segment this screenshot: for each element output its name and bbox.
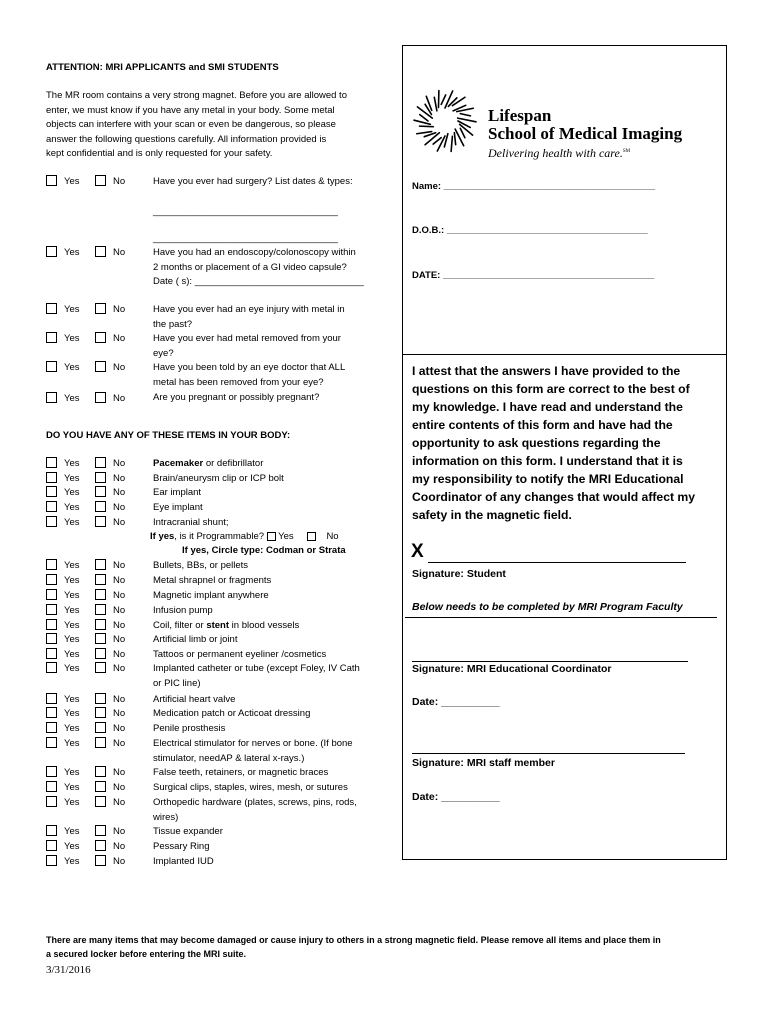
- intro-line: enter, we must know if you have any metal in your body. Some metal: [46, 104, 335, 116]
- yes-no-row: [46, 781, 135, 795]
- yes-no-row: [46, 574, 135, 588]
- student-signature-line[interactable]: [428, 562, 686, 563]
- item-electrical-stimulator: [153, 737, 353, 766]
- yes-checkbox[interactable]: [46, 175, 57, 186]
- yes-checkbox[interactable]: [46, 662, 57, 673]
- yes-label: Yes: [64, 560, 80, 571]
- yes-no-row: [46, 457, 135, 471]
- staff-signature-line[interactable]: [412, 753, 685, 754]
- yes-checkbox[interactable]: [46, 501, 57, 512]
- no-checkbox[interactable]: [95, 361, 106, 372]
- yes-no-row: [46, 332, 135, 346]
- no-checkbox[interactable]: [95, 693, 106, 704]
- surgery-blank-1[interactable]: ___________________________________: [153, 206, 338, 217]
- surgery-blank-2[interactable]: ___________________________________: [153, 233, 338, 244]
- attest-line: my responsibility to notify the MRI Educational: [412, 472, 684, 486]
- no-checkbox[interactable]: [95, 486, 106, 497]
- yes-no-row: [46, 855, 135, 869]
- no-label: No: [113, 393, 126, 404]
- no-checkbox[interactable]: [95, 589, 106, 600]
- question-text: Have you had an endoscopy/colonoscopy within: [153, 247, 356, 258]
- yes-checkbox[interactable]: [46, 457, 57, 468]
- no-label: No: [113, 663, 126, 674]
- item-ear-implant: Ear implant: [153, 487, 202, 498]
- item-shrapnel: Metal shrapnel or fragments: [153, 575, 272, 586]
- yes-label: Yes: [64, 620, 80, 631]
- yes-label: Yes: [64, 782, 80, 793]
- form-date: 3/31/2016: [46, 964, 91, 976]
- no-label: No: [113, 575, 126, 586]
- item-surgical-clips: Surgical clips, staples, wires, mesh, or sutures: [153, 782, 348, 793]
- no-checkbox[interactable]: [95, 825, 106, 836]
- item-coil-filter: [153, 619, 299, 634]
- yes-no-row: [46, 648, 135, 662]
- yes-label: Yes: [64, 663, 80, 674]
- no-label: No: [113, 473, 126, 484]
- yes-no-row: [46, 722, 135, 736]
- question-text: Are you pregnant or possibly pregnant?: [153, 392, 320, 403]
- yes-label: Yes: [64, 362, 80, 373]
- coordinator-signature-label: Signature: MRI Educational Coordinator: [412, 663, 612, 675]
- logo-lifespan: Lifespan: [488, 106, 552, 125]
- no-checkbox[interactable]: [95, 175, 106, 186]
- yes-no-row: [46, 840, 135, 854]
- yes-label: Yes: [64, 393, 80, 404]
- question-eye-doctor: [153, 361, 345, 390]
- no-checkbox[interactable]: [95, 766, 106, 777]
- yes-no-row: [46, 589, 135, 603]
- yes-checkbox[interactable]: [46, 361, 57, 372]
- item-intracranial-shunt: Intracranial shunt;: [153, 517, 229, 528]
- coordinator-signature-line[interactable]: [412, 661, 688, 662]
- no-checkbox[interactable]: [95, 392, 106, 403]
- item-implanted-iud: Implanted IUD: [153, 856, 214, 867]
- yes-label: Yes: [64, 708, 80, 719]
- no-label: No: [113, 487, 126, 498]
- no-label: No: [113, 649, 126, 660]
- no-checkbox[interactable]: [95, 619, 106, 630]
- yes-checkbox[interactable]: [46, 707, 57, 718]
- yes-no-row: [46, 693, 135, 707]
- no-label: No: [113, 333, 126, 344]
- item-infusion-pump: Infusion pump: [153, 605, 213, 616]
- no-label: No: [113, 605, 126, 616]
- warning-line: There are many items that may become damaged or cause injury to others in a strong magnetic field. Please remove all items and place them in: [46, 935, 661, 945]
- yes-no-row: [46, 246, 135, 260]
- lifespan-sun-logo: [412, 88, 478, 154]
- yes-label: Yes: [64, 502, 80, 513]
- no-checkbox[interactable]: [95, 840, 106, 851]
- yes-checkbox[interactable]: [46, 516, 57, 527]
- item-orthopedic-hardware: [153, 796, 357, 825]
- yes-no-row: [46, 501, 135, 515]
- no-checkbox[interactable]: [95, 855, 106, 866]
- yes-checkbox[interactable]: [46, 574, 57, 585]
- yes-label: Yes: [64, 738, 80, 749]
- logo-school-name: School of Medical Imaging: [488, 124, 683, 143]
- yes-label: Yes: [64, 841, 80, 852]
- tagline-text: Delivering health with care.: [488, 146, 623, 160]
- question-endoscopy: [153, 246, 364, 290]
- attest-line: Coordinator of any changes that would affect my: [412, 490, 696, 504]
- item-text-bold: stent: [206, 620, 230, 631]
- yes-checkbox[interactable]: [46, 781, 57, 792]
- yes-label: Yes: [64, 605, 80, 616]
- yes-label: Yes: [64, 767, 80, 778]
- no-label: No: [113, 767, 126, 778]
- yes-no-row: [46, 619, 135, 633]
- no-checkbox[interactable]: [95, 737, 106, 748]
- no-checkbox[interactable]: [95, 332, 106, 343]
- yes-label: Yes: [64, 176, 80, 187]
- question-surgery: [153, 175, 353, 190]
- yes-checkbox[interactable]: [46, 796, 57, 807]
- item-penile-prosthesis: Penile prosthesis: [153, 723, 226, 734]
- item-text: Coil, filter or: [153, 620, 207, 631]
- if-yes: If yes: [150, 531, 175, 542]
- no-label: No: [113, 590, 126, 601]
- yes-no-row: [46, 361, 135, 375]
- yes-no-row: [46, 662, 135, 676]
- yes-no-row: [46, 472, 135, 486]
- programmable-no-checkbox[interactable]: [307, 532, 316, 541]
- attest-line: my knowledge. I have read and understand the: [412, 400, 683, 414]
- no-label: No: [113, 826, 126, 837]
- yes-no-row: [46, 796, 135, 810]
- item-pacemaker: [153, 457, 263, 472]
- question-text: metal has been removed from your eye?: [153, 376, 324, 388]
- yes-checkbox[interactable]: [46, 619, 57, 630]
- no-checkbox[interactable]: [95, 781, 106, 792]
- no-label: No: [113, 620, 126, 631]
- yes-no-row: [46, 766, 135, 780]
- no-label: No: [113, 723, 126, 734]
- programmable-yes-checkbox[interactable]: [267, 532, 276, 541]
- no-checkbox[interactable]: [95, 516, 106, 527]
- yes-checkbox[interactable]: [46, 693, 57, 704]
- yes-label: Yes: [64, 634, 80, 645]
- yes-no-row: [46, 633, 135, 647]
- no-label: No: [113, 560, 126, 571]
- intro-line: kept confidential and is only requested for your safety.: [46, 148, 273, 159]
- yes-label: Yes: [64, 694, 80, 705]
- item-tattoos: Tattoos or permanent eyeliner /cosmetics: [153, 649, 327, 660]
- item-heart-valve: Artificial heart valve: [153, 694, 236, 705]
- item-catheter: [153, 662, 360, 691]
- question-text: Have you ever had an eye injury with metal in: [153, 304, 345, 315]
- yes-checkbox[interactable]: [46, 840, 57, 851]
- yes-checkbox[interactable]: [46, 633, 57, 644]
- yes-no-row: [46, 516, 135, 530]
- item-artificial-limb: Artificial limb or joint: [153, 634, 238, 645]
- yes-no-row: [46, 486, 135, 500]
- dob-field[interactable]: D.O.B.: ______________________________________: [412, 225, 648, 236]
- circle-type-label: If yes, Circle type: [182, 545, 261, 556]
- no-label: No: [113, 304, 126, 315]
- no-label: No: [113, 634, 126, 645]
- intro-line: The MR room contains a very strong magnet. Before you are allowed to: [46, 90, 347, 101]
- question-eye-injury: [153, 303, 345, 332]
- yes-checkbox[interactable]: [46, 825, 57, 836]
- yes-label: Yes: [64, 826, 80, 837]
- question-text: Date ( s): ________________________________: [153, 276, 364, 287]
- service-mark: SM: [622, 149, 631, 154]
- panel-divider: [402, 354, 727, 355]
- items-heading: DO YOU HAVE ANY OF THESE ITEMS IN YOUR BODY:: [46, 430, 291, 441]
- intro-line: objects can interfere with your scan or even be dangerous, so please: [46, 119, 336, 130]
- intro-line: answer the following questions carefully. All information provided is: [46, 133, 327, 145]
- yes-label: Yes: [64, 723, 80, 734]
- attest-line: opportunity to ask questions regarding the: [412, 436, 661, 450]
- yes-label: Yes: [64, 797, 80, 808]
- attest-line: information on this form. I understand that it is: [412, 454, 683, 468]
- yes-checkbox[interactable]: [46, 737, 57, 748]
- yes-checkbox[interactable]: [46, 855, 57, 866]
- question-text: Have you ever had surgery? List dates & types:: [153, 176, 353, 187]
- yes-checkbox[interactable]: [46, 303, 57, 314]
- no-checkbox[interactable]: [95, 574, 106, 585]
- yes-checkbox[interactable]: [46, 766, 57, 777]
- faculty-divider: [405, 617, 717, 618]
- form-title: ATTENTION: MRI APPLICANTS and SMI STUDENTS: [46, 62, 279, 73]
- no-checkbox[interactable]: [95, 559, 106, 570]
- yes-label: Yes: [64, 517, 80, 528]
- yes-no-row: [46, 825, 135, 839]
- no-checkbox[interactable]: [95, 501, 106, 512]
- no-label: No: [113, 797, 126, 808]
- staff-date-field[interactable]: Date: __________: [412, 791, 500, 803]
- item-text: or PIC line): [153, 677, 201, 689]
- shunt-circle-type: [182, 544, 346, 559]
- item-text: Orthopedic hardware (plates, screws, pins, rods,: [153, 797, 357, 808]
- question-text: Have you ever had metal removed from your: [153, 333, 341, 344]
- no-label: No: [113, 176, 126, 187]
- attest-line: I attest that the answers I have provided to the: [412, 364, 681, 378]
- yes-no-row: [46, 303, 135, 317]
- yes-checkbox[interactable]: [46, 722, 57, 733]
- no-checkbox[interactable]: [95, 472, 106, 483]
- yes-label: Yes: [64, 575, 80, 586]
- item-text: in blood vessels: [229, 620, 300, 631]
- question-metal-removed: [153, 332, 341, 361]
- yes-label: Yes: [64, 473, 80, 484]
- item-text: stimulator, needAP & lateral x-rays.): [153, 752, 305, 764]
- yes-checkbox[interactable]: [46, 604, 57, 615]
- no-checkbox[interactable]: [95, 796, 106, 807]
- yes-label: Yes: [64, 590, 80, 601]
- yes-label: Yes: [64, 333, 80, 344]
- yes-label: Yes: [64, 304, 80, 315]
- no-label: No: [113, 502, 126, 513]
- footer-warning: [46, 933, 661, 961]
- yes-checkbox[interactable]: [46, 392, 57, 403]
- no-checkbox[interactable]: [95, 707, 106, 718]
- yes-label: Yes: [64, 487, 80, 498]
- item-text: or defibrillator: [203, 458, 264, 469]
- yes-label: Yes: [64, 856, 80, 867]
- logo-tagline: [488, 146, 630, 161]
- student-signature-label: Signature: Student: [412, 568, 506, 580]
- circle-type-options: : Codman or Strata: [260, 545, 346, 556]
- item-text: wires): [153, 811, 179, 823]
- no-checkbox[interactable]: [95, 722, 106, 733]
- yes-checkbox[interactable]: [46, 486, 57, 497]
- warning-line: a secured locker before entering the MRI suite.: [46, 949, 247, 959]
- coordinator-date-field[interactable]: Date: __________: [412, 696, 500, 708]
- shunt-programmable: [150, 530, 339, 545]
- yes-label: Yes: [64, 649, 80, 660]
- yes-checkbox[interactable]: [46, 559, 57, 570]
- no-label: No: [113, 517, 126, 528]
- yes-checkbox[interactable]: [46, 648, 57, 659]
- programmable-text: , is it Programmable?: [174, 531, 267, 542]
- signature-x: X: [411, 541, 424, 562]
- no-label: No: [113, 458, 126, 469]
- no-label: No: [113, 738, 126, 749]
- item-text-bold: Pacemaker: [153, 458, 204, 469]
- no-checkbox[interactable]: [95, 604, 106, 615]
- question-text: Have you been told by an eye doctor that ALL: [153, 362, 346, 373]
- no-checkbox[interactable]: [95, 303, 106, 314]
- attest-line: questions on this form are correct to the best of: [412, 382, 690, 396]
- no-label: No: [113, 856, 126, 867]
- item-text: Electrical stimulator for nerves or bone. (If bone: [153, 738, 353, 749]
- item-magnetic-implant: Magnetic implant anywhere: [153, 590, 269, 601]
- item-pessary-ring: Pessary Ring: [153, 841, 210, 852]
- no-checkbox[interactable]: [95, 246, 106, 257]
- question-text: eye?: [153, 347, 174, 359]
- staff-signature-label: Signature: MRI staff member: [412, 757, 555, 769]
- yes-no-row: [46, 737, 135, 751]
- yes-no-row: [46, 707, 135, 721]
- yes-label: Yes: [64, 247, 80, 258]
- no-checkbox[interactable]: [95, 633, 106, 644]
- no-label: No: [113, 362, 126, 373]
- yes-no-row: [46, 604, 135, 618]
- no-checkbox[interactable]: [95, 648, 106, 659]
- item-false-teeth: False teeth, retainers, or magnetic braces: [153, 767, 329, 778]
- yes-no-row: [46, 392, 135, 406]
- question-text: the past?: [153, 318, 193, 330]
- no-label: No: [113, 247, 126, 258]
- item-tissue-expander: Tissue expander: [153, 826, 223, 837]
- yes-checkbox[interactable]: [46, 472, 57, 483]
- yes-no-row: [46, 175, 135, 189]
- date-field[interactable]: DATE: ________________________________________: [412, 270, 655, 281]
- no-label: No: [113, 782, 126, 793]
- attest-line: entire contents of this form and have had the: [412, 418, 673, 432]
- faculty-note: Below needs to be completed by MRI Program Faculty: [412, 601, 683, 613]
- programmable-yes-label: Yes: [275, 531, 294, 542]
- no-label: No: [113, 694, 126, 705]
- programmable-no-label: No: [326, 531, 339, 542]
- no-checkbox[interactable]: [95, 662, 106, 673]
- attestation-text: [412, 362, 695, 524]
- item-medication-patch: Medication patch or Acticoat dressing: [153, 708, 311, 719]
- name-field[interactable]: Name: ________________________________________: [412, 181, 656, 192]
- item-brain-clip: Brain/aneurysm clip or ICP bolt: [153, 473, 284, 484]
- no-label: No: [113, 708, 126, 719]
- yes-checkbox[interactable]: [46, 589, 57, 600]
- no-checkbox[interactable]: [95, 457, 106, 468]
- question-text: 2 months or placement of a GI video capsule?: [153, 261, 347, 273]
- yes-checkbox[interactable]: [46, 246, 57, 257]
- attest-line: safety in the magnetic field.: [412, 508, 572, 522]
- yes-no-row: [46, 559, 135, 573]
- question-pregnant: [153, 391, 319, 406]
- no-label: No: [113, 841, 126, 852]
- yes-label: Yes: [64, 458, 80, 469]
- item-eye-implant: Eye implant: [153, 502, 203, 513]
- item-bullets: Bullets, BBs, or pellets: [153, 560, 249, 571]
- intro-text: [46, 89, 347, 162]
- item-text: Implanted catheter or tube (except Foley, IV Cath: [153, 663, 360, 674]
- yes-checkbox[interactable]: [46, 332, 57, 343]
